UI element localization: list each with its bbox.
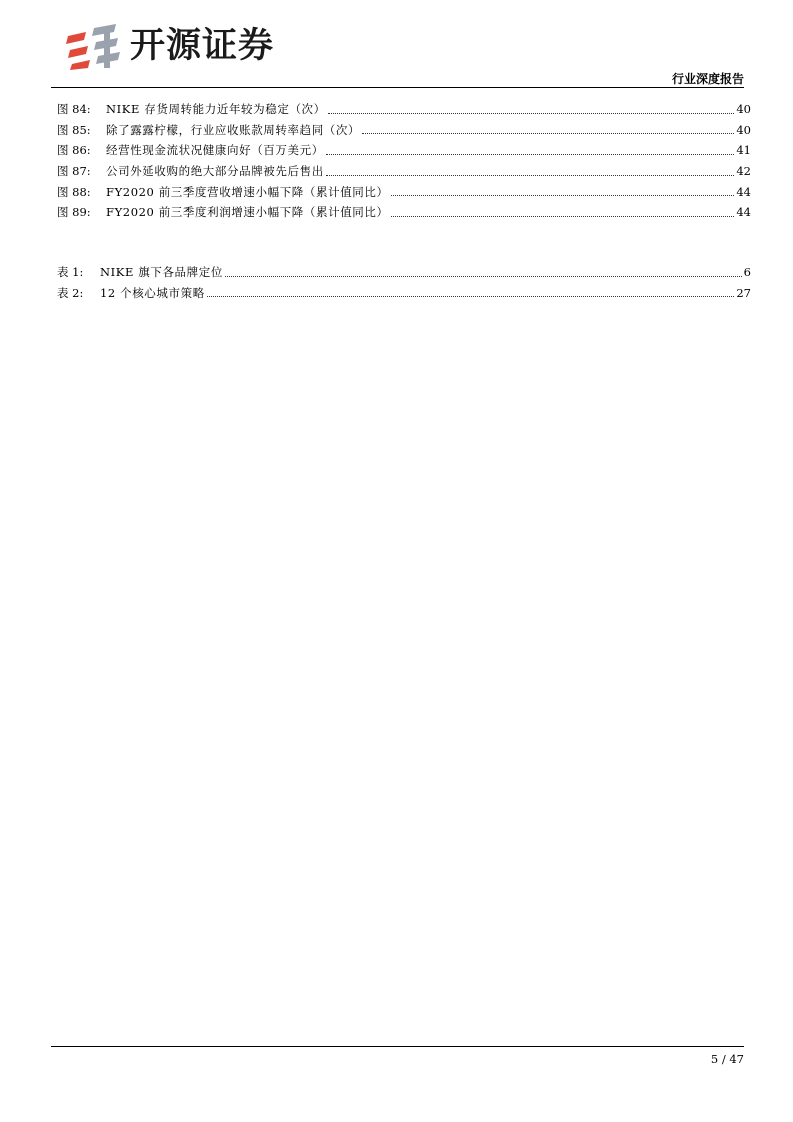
entry-label: 图 88:	[57, 184, 91, 199]
toc-entry[interactable]	[57, 140, 751, 161]
entry-title: NIKE 旗下各品牌定位	[100, 265, 223, 279]
entry-page: 44	[736, 184, 751, 199]
report-type: 行业深度报告	[671, 72, 744, 86]
brand-name: 开源证券	[130, 26, 275, 66]
entry-page: 40	[736, 122, 751, 137]
dot-leader	[362, 132, 734, 134]
table-index	[57, 262, 751, 303]
entry-label: 图 84:	[57, 102, 91, 116]
entry-label: 图 89:	[57, 205, 91, 220]
figure-index	[57, 99, 751, 223]
entry-page: 27	[736, 285, 751, 300]
toc-entry[interactable]	[57, 161, 751, 182]
entry-title: 公司外延收购的绝大部分品牌被先后售出	[106, 164, 324, 179]
entry-title: 12 个核心城市策略	[100, 285, 205, 300]
toc-entry[interactable]	[57, 283, 751, 304]
entry-title: 经营性现金流状况健康向好（百万美元）	[106, 143, 324, 158]
entry-label: 表 2:	[57, 285, 84, 300]
dot-leader	[326, 153, 735, 155]
dot-leader	[207, 295, 735, 297]
entry-label: 图 87:	[57, 164, 91, 179]
dot-leader	[391, 194, 735, 196]
entry-label: 图 86:	[57, 143, 91, 158]
kaiyuan-logo-icon	[66, 22, 126, 70]
page-number: 5 / 47	[710, 1052, 744, 1066]
entry-title: FY2020 前三季度利润增速小幅下降（累计值同比）	[106, 205, 389, 220]
entry-page: 40	[736, 102, 751, 116]
toc-entry[interactable]	[57, 120, 751, 141]
entry-page: 6	[743, 265, 751, 279]
footer-divider	[51, 1046, 744, 1047]
header-divider	[51, 87, 744, 88]
entry-title: FY2020 前三季度营收增速小幅下降（累计值同比）	[106, 184, 389, 199]
dot-leader	[326, 174, 735, 176]
entry-title: 除了露露柠檬，行业应收账款周转率趋同（次）	[106, 122, 361, 137]
toc-entry[interactable]	[57, 99, 751, 120]
entry-title: NIKE 存货周转能力近年较为稳定（次）	[106, 102, 326, 116]
page-header	[0, 0, 793, 90]
entry-page: 41	[736, 143, 751, 158]
dot-leader	[391, 215, 735, 217]
entry-page: 44	[736, 205, 751, 220]
entry-page: 42	[736, 164, 751, 179]
toc-entry[interactable]	[57, 182, 751, 203]
toc-entry[interactable]	[57, 202, 751, 223]
dot-leader	[328, 112, 735, 114]
entry-label: 图 85:	[57, 122, 91, 137]
dot-leader	[225, 275, 742, 277]
entry-label: 表 1:	[57, 265, 84, 279]
toc-entry[interactable]	[57, 262, 751, 283]
